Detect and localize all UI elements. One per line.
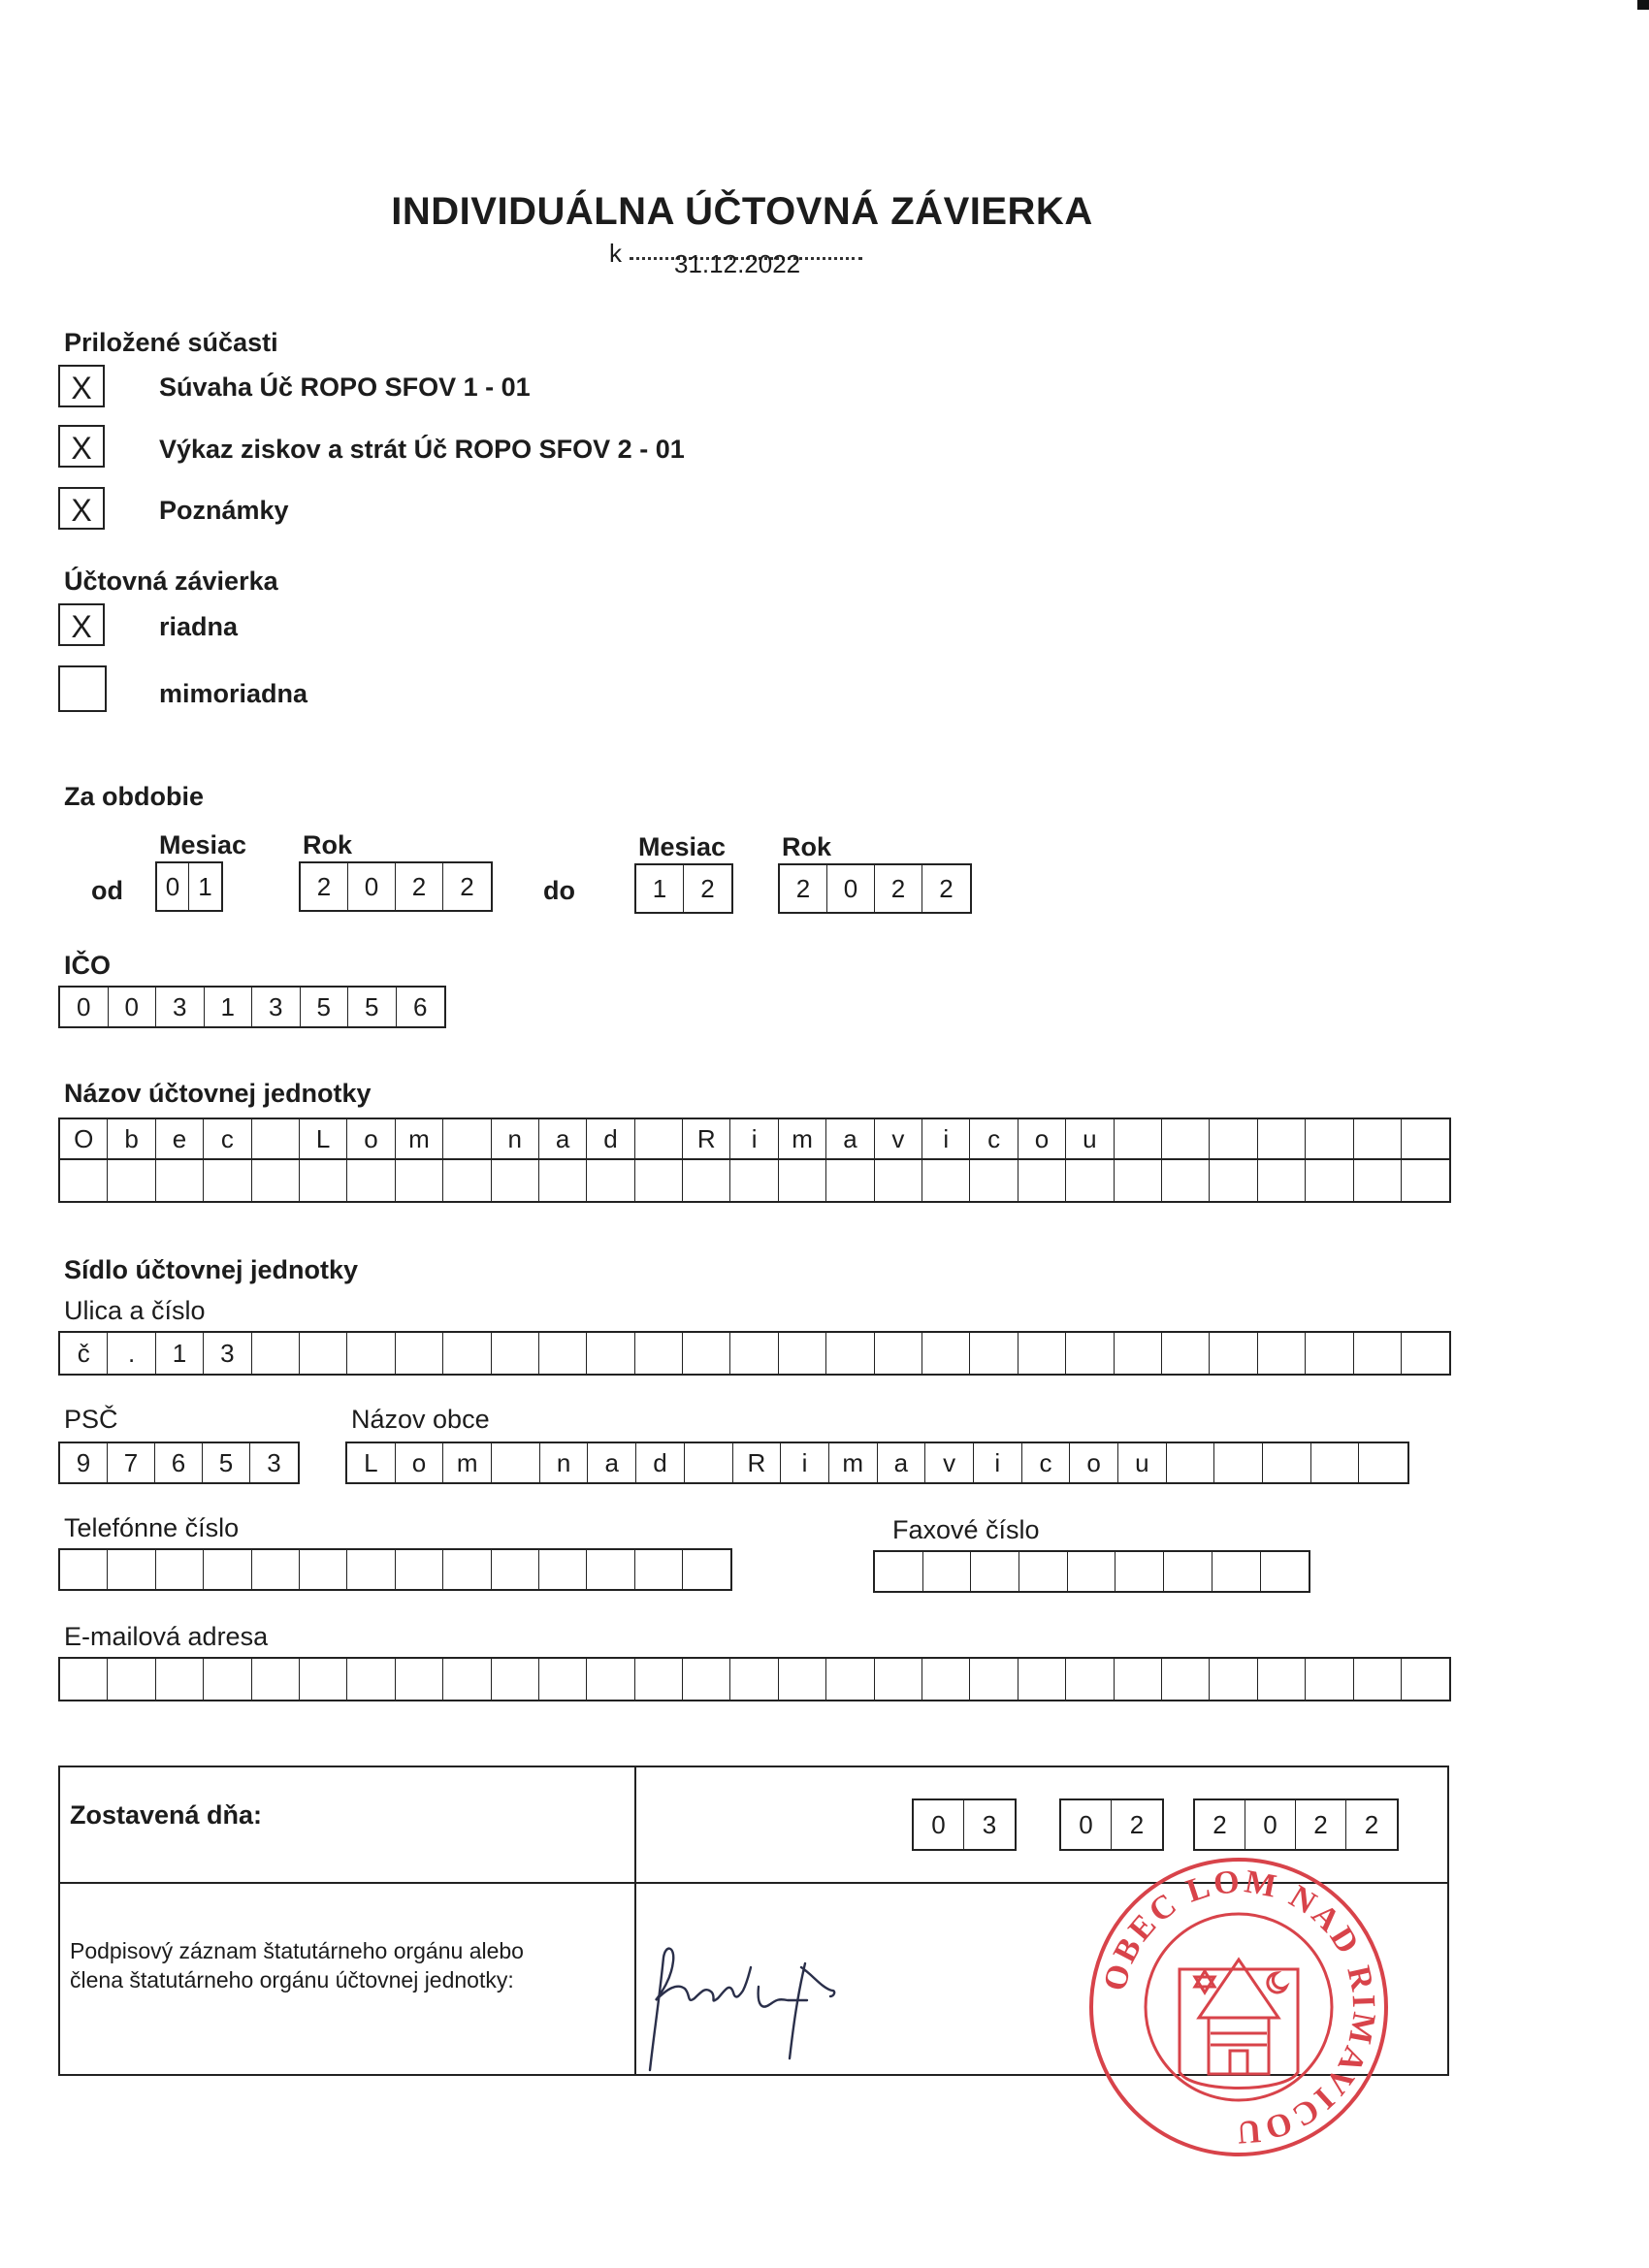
to-month-label: Mesiac <box>638 832 727 861</box>
char-box[interactable] <box>1354 1659 1402 1700</box>
from-year-boxes[interactable] <box>299 861 493 912</box>
char-box[interactable]: 3 <box>267 1447 281 1477</box>
char-box[interactable] <box>1263 1443 1311 1482</box>
char-box[interactable]: 2 <box>1129 1809 1145 1839</box>
char-box[interactable]: 0 <box>157 863 189 910</box>
from-month-boxes[interactable] <box>155 861 223 912</box>
attachment-label-income: Výkaz ziskov a strát Úč ROPO SFOV 2 - 01 <box>159 435 685 464</box>
closing-label-extraordinary: mimoriadna <box>159 679 308 708</box>
char-box[interactable] <box>826 1160 874 1201</box>
char-box[interactable] <box>635 1659 683 1700</box>
char-box[interactable]: c <box>204 1119 251 1158</box>
entity-name-row1[interactable] <box>58 1118 1451 1160</box>
char-box[interactable] <box>635 1160 683 1201</box>
closing-checkbox-regular[interactable]: X <box>58 603 105 646</box>
attachment-checkbox-notes[interactable]: X <box>58 487 105 530</box>
char-box[interactable]: u <box>1066 1119 1114 1158</box>
char-box[interactable]: o <box>1070 1443 1118 1482</box>
ico-boxes[interactable] <box>58 986 446 1028</box>
char-box[interactable] <box>204 1160 251 1201</box>
char-box[interactable] <box>347 1659 395 1700</box>
char-box[interactable]: 9 <box>60 1443 108 1482</box>
char-box[interactable] <box>60 1659 108 1700</box>
char-box[interactable] <box>300 1659 347 1700</box>
char-box[interactable] <box>685 1443 733 1482</box>
char-box[interactable] <box>1402 1160 1449 1201</box>
char-box[interactable] <box>875 1552 923 1591</box>
char-box[interactable] <box>779 1333 826 1374</box>
char-box[interactable] <box>60 1550 108 1589</box>
char-box[interactable] <box>252 1333 300 1374</box>
ico-label: IČO <box>64 951 112 980</box>
char-box[interactable]: v <box>875 1119 922 1158</box>
char-box[interactable] <box>252 1119 300 1158</box>
handwritten-signature <box>642 1928 885 2074</box>
char-box[interactable] <box>539 1550 587 1589</box>
char-box[interactable] <box>1258 1333 1306 1374</box>
char-box[interactable] <box>1115 1333 1162 1374</box>
char-box[interactable] <box>683 1160 730 1201</box>
char-box[interactable] <box>1261 1552 1310 1591</box>
char-box[interactable] <box>156 1659 204 1700</box>
char-box[interactable] <box>1306 1333 1353 1374</box>
char-box[interactable]: i <box>974 1443 1022 1482</box>
date-dotted-line <box>630 249 862 278</box>
char-box[interactable] <box>1066 1160 1114 1201</box>
char-box[interactable] <box>108 1160 155 1201</box>
char-box[interactable] <box>730 1333 778 1374</box>
char-box[interactable]: . <box>108 1333 155 1374</box>
char-box[interactable]: e <box>156 1119 204 1158</box>
char-box[interactable] <box>1402 1659 1449 1700</box>
char-box[interactable]: n <box>492 1119 539 1158</box>
char-box[interactable] <box>922 1333 970 1374</box>
char-box[interactable] <box>970 1160 1018 1201</box>
char-box[interactable]: c <box>970 1119 1018 1158</box>
char-box[interactable] <box>1258 1659 1306 1700</box>
char-box[interactable] <box>347 1550 395 1589</box>
char-box[interactable]: 1 <box>205 988 253 1026</box>
entity-name-row2[interactable] <box>58 1160 1451 1203</box>
char-box[interactable] <box>204 1659 251 1700</box>
char-box[interactable] <box>922 1160 970 1201</box>
signature-label-line2: člena štatutárneho orgánu účtovnej jednotky: <box>70 1967 514 1993</box>
char-box[interactable]: m <box>779 1119 826 1158</box>
fax-label: Faxové číslo <box>892 1515 1040 1544</box>
char-box[interactable] <box>1019 1552 1068 1591</box>
char-box[interactable] <box>1164 1552 1212 1591</box>
char-box[interactable] <box>443 1119 491 1158</box>
char-box[interactable] <box>587 1659 634 1700</box>
char-box[interactable]: a <box>878 1443 926 1482</box>
page-title: INDIVIDUÁLNA ÚČTOVNÁ ZÁVIERKA <box>391 190 1093 233</box>
char-box[interactable] <box>347 1333 395 1374</box>
char-box[interactable] <box>970 1659 1018 1700</box>
char-box[interactable]: R <box>733 1443 782 1482</box>
from-label: od <box>91 876 123 905</box>
char-box[interactable]: 5 <box>203 1443 250 1482</box>
char-box[interactable] <box>347 1160 395 1201</box>
char-box[interactable] <box>492 1659 539 1700</box>
from-year-label: Rok <box>303 830 353 859</box>
char-box[interactable]: L <box>347 1443 396 1482</box>
town-boxes[interactable] <box>345 1442 1409 1484</box>
date-prefix: k <box>609 239 622 268</box>
char-box[interactable] <box>1258 1160 1306 1201</box>
char-box[interactable]: o <box>347 1119 395 1158</box>
char-box[interactable] <box>1115 1160 1162 1201</box>
char-box[interactable]: u <box>1118 1443 1167 1482</box>
char-box[interactable] <box>971 1552 1019 1591</box>
char-box[interactable] <box>1210 1333 1257 1374</box>
char-box[interactable] <box>1167 1443 1215 1482</box>
char-box[interactable]: a <box>588 1443 636 1482</box>
char-box[interactable]: b <box>108 1119 155 1158</box>
char-box[interactable] <box>1354 1119 1402 1158</box>
to-label: do <box>543 876 575 905</box>
compiled-year-boxes[interactable] <box>1193 1798 1399 1851</box>
attachment-label-notes: Poznámky <box>159 496 289 525</box>
town-label: Názov obce <box>351 1405 490 1434</box>
char-box[interactable]: R <box>683 1119 730 1158</box>
char-box[interactable] <box>443 1160 491 1201</box>
char-box[interactable] <box>300 1550 347 1589</box>
from-month-label: Mesiac <box>159 830 247 859</box>
char-box[interactable]: m <box>443 1443 492 1482</box>
char-box[interactable] <box>1018 1659 1066 1700</box>
char-box[interactable] <box>300 1333 347 1374</box>
char-box[interactable] <box>1354 1333 1402 1374</box>
char-box[interactable] <box>1115 1119 1162 1158</box>
signature-label <box>70 1936 524 1994</box>
char-box[interactable]: 2 <box>780 865 827 912</box>
compiled-day-boxes[interactable] <box>912 1798 1017 1851</box>
char-box[interactable]: 2 <box>1364 1809 1379 1839</box>
char-box[interactable]: 5 <box>301 988 349 1026</box>
to-year-label: Rok <box>782 832 832 861</box>
char-box[interactable]: 6 <box>413 991 428 1021</box>
char-box[interactable] <box>492 1160 539 1201</box>
char-box[interactable] <box>1210 1160 1257 1201</box>
char-box[interactable] <box>156 1550 204 1589</box>
char-box[interactable] <box>875 1160 922 1201</box>
char-box[interactable]: 1 <box>636 865 684 912</box>
char-box[interactable]: i <box>922 1119 970 1158</box>
address-heading: Sídlo účtovnej jednotky <box>64 1255 359 1284</box>
char-box[interactable]: L <box>300 1119 347 1158</box>
entity-name-label: Názov účtovnej jednotky <box>64 1079 372 1108</box>
char-box[interactable]: 0 <box>914 1800 964 1849</box>
char-box[interactable] <box>587 1160 634 1201</box>
char-box[interactable]: d <box>587 1119 634 1158</box>
char-box[interactable] <box>922 1659 970 1700</box>
char-box[interactable]: 2 <box>1195 1800 1245 1849</box>
char-box[interactable] <box>539 1333 587 1374</box>
char-box[interactable] <box>396 1550 443 1589</box>
char-box[interactable] <box>1306 1160 1353 1201</box>
char-box[interactable]: 2 <box>700 873 715 903</box>
char-box[interactable]: 1 <box>156 1333 204 1374</box>
char-box[interactable] <box>108 1659 155 1700</box>
char-box[interactable] <box>204 1550 251 1589</box>
char-box[interactable] <box>730 1160 778 1201</box>
psc-label: PSČ <box>64 1405 118 1434</box>
compiled-label: Zostavená dňa: <box>70 1800 263 1830</box>
official-stamp <box>1084 1853 1393 2161</box>
char-box[interactable]: 3 <box>252 988 301 1026</box>
char-box[interactable] <box>683 1550 730 1589</box>
char-box[interactable] <box>156 1160 204 1201</box>
char-box[interactable]: i <box>781 1443 829 1482</box>
char-box[interactable] <box>1258 1119 1306 1158</box>
char-box[interactable] <box>252 1550 300 1589</box>
char-box[interactable]: a <box>826 1119 874 1158</box>
char-box[interactable] <box>970 1333 1018 1374</box>
char-box[interactable]: i <box>730 1119 778 1158</box>
char-box[interactable] <box>492 1333 539 1374</box>
char-box[interactable] <box>1162 1333 1210 1374</box>
char-box[interactable] <box>396 1160 443 1201</box>
char-box[interactable]: 1 <box>198 871 212 901</box>
char-box[interactable]: c <box>1022 1443 1071 1482</box>
char-box[interactable] <box>1018 1160 1066 1201</box>
char-box[interactable] <box>539 1160 587 1201</box>
scan-edge-mark <box>1637 0 1649 10</box>
attachment-label-balance: Súvaha Úč ROPO SFOV 1 - 01 <box>159 373 531 402</box>
char-box[interactable]: O <box>60 1119 108 1158</box>
char-box[interactable] <box>1359 1443 1407 1482</box>
attachment-checkbox-income[interactable]: X <box>58 425 105 468</box>
email-boxes[interactable] <box>58 1657 1451 1701</box>
closing-checkbox-extraordinary[interactable] <box>58 665 107 712</box>
char-box[interactable] <box>683 1333 730 1374</box>
char-box[interactable]: n <box>540 1443 589 1482</box>
fax-boxes[interactable] <box>873 1550 1310 1593</box>
char-box[interactable] <box>252 1160 300 1201</box>
char-box[interactable]: 2 <box>396 863 443 910</box>
char-box[interactable] <box>1212 1552 1261 1591</box>
char-box[interactable] <box>1354 1160 1402 1201</box>
char-box[interactable] <box>587 1550 634 1589</box>
char-box[interactable] <box>1066 1333 1114 1374</box>
char-box[interactable] <box>492 1443 540 1482</box>
char-box[interactable] <box>443 1550 491 1589</box>
char-box[interactable]: 0 <box>1061 1800 1112 1849</box>
char-box[interactable]: o <box>396 1443 444 1482</box>
char-box[interactable]: 0 <box>348 863 396 910</box>
attachment-checkbox-balance[interactable]: X <box>58 365 105 407</box>
char-box[interactable] <box>875 1659 922 1700</box>
char-box[interactable]: 2 <box>1296 1800 1346 1849</box>
char-box[interactable]: 2 <box>460 871 474 901</box>
char-box[interactable]: 2 <box>875 865 922 912</box>
char-box[interactable] <box>396 1659 443 1700</box>
report-date <box>609 239 862 278</box>
closing-label-regular: riadna <box>159 612 239 641</box>
char-box[interactable] <box>252 1659 300 1700</box>
date-value: 31.12.2022 <box>674 249 801 278</box>
char-box[interactable]: 0 <box>827 865 875 912</box>
psc-boxes[interactable] <box>58 1442 300 1484</box>
char-box[interactable]: a <box>539 1119 587 1158</box>
char-box[interactable]: 0 <box>1245 1800 1296 1849</box>
char-box[interactable]: 0 <box>60 988 109 1026</box>
char-box[interactable] <box>443 1659 491 1700</box>
char-box[interactable] <box>826 1333 874 1374</box>
char-box[interactable] <box>826 1659 874 1700</box>
char-box[interactable]: v <box>925 1443 974 1482</box>
to-year-boxes[interactable] <box>778 863 972 914</box>
char-box[interactable] <box>1311 1443 1360 1482</box>
char-box[interactable] <box>1306 1659 1353 1700</box>
char-box[interactable] <box>1018 1333 1066 1374</box>
char-box[interactable]: 0 <box>109 988 157 1026</box>
char-box[interactable]: č <box>60 1333 108 1374</box>
street-boxes[interactable] <box>58 1331 1451 1376</box>
char-box[interactable]: d <box>636 1443 685 1482</box>
to-month-boxes[interactable] <box>634 863 733 914</box>
char-box[interactable] <box>1116 1552 1164 1591</box>
signature-label-line1: Podpisový záznam štatutárneho orgánu alebo <box>70 1938 524 1963</box>
char-box[interactable] <box>587 1333 634 1374</box>
char-box[interactable] <box>635 1119 683 1158</box>
phone-boxes[interactable] <box>58 1548 732 1591</box>
char-box[interactable] <box>1402 1333 1449 1374</box>
char-box[interactable] <box>1162 1119 1210 1158</box>
char-box[interactable] <box>492 1550 539 1589</box>
char-box[interactable] <box>1210 1659 1257 1700</box>
char-box[interactable] <box>1214 1443 1263 1482</box>
char-box[interactable] <box>108 1550 155 1589</box>
char-box[interactable]: m <box>829 1443 878 1482</box>
char-box[interactable] <box>779 1659 826 1700</box>
char-box[interactable] <box>730 1659 778 1700</box>
char-box[interactable] <box>60 1160 108 1201</box>
char-box[interactable] <box>539 1659 587 1700</box>
char-box[interactable] <box>1162 1160 1210 1201</box>
char-box[interactable] <box>779 1160 826 1201</box>
char-box[interactable] <box>923 1552 972 1591</box>
char-box[interactable]: m <box>396 1119 443 1158</box>
char-box[interactable]: 3 <box>156 988 205 1026</box>
char-box[interactable]: 6 <box>155 1443 203 1482</box>
char-box[interactable] <box>875 1333 922 1374</box>
phone-label: Telefónne číslo <box>64 1513 240 1542</box>
char-box[interactable]: o <box>1018 1119 1066 1158</box>
char-box[interactable] <box>1306 1119 1353 1158</box>
period-heading: Za obdobie <box>64 782 204 811</box>
char-box[interactable] <box>1066 1659 1114 1700</box>
char-box[interactable] <box>635 1333 683 1374</box>
char-box[interactable]: 2 <box>301 863 348 910</box>
closing-type-heading: Účtovná závierka <box>64 567 278 596</box>
char-box[interactable] <box>300 1160 347 1201</box>
char-box[interactable]: 2 <box>939 873 954 903</box>
attachments-heading: Priložené súčasti <box>64 328 278 357</box>
char-box[interactable]: 3 <box>204 1333 251 1374</box>
char-box[interactable]: 7 <box>108 1443 155 1482</box>
char-box[interactable] <box>1210 1119 1257 1158</box>
email-label: E-mailová adresa <box>64 1622 269 1651</box>
char-box[interactable] <box>683 1659 730 1700</box>
compiled-month-boxes[interactable] <box>1059 1798 1164 1851</box>
char-box[interactable] <box>1162 1659 1210 1700</box>
char-box[interactable]: 5 <box>348 988 397 1026</box>
char-box[interactable] <box>1115 1659 1162 1700</box>
char-box[interactable] <box>443 1333 491 1374</box>
char-box[interactable] <box>1068 1552 1116 1591</box>
char-box[interactable] <box>396 1333 443 1374</box>
table-divider-vertical <box>634 1767 636 2074</box>
char-box[interactable] <box>635 1550 683 1589</box>
svg-text:OBEC LOM NAD RIMAVICOU: OBEC LOM NAD RIMAVICOU <box>1096 1863 1382 2151</box>
char-box[interactable]: 3 <box>982 1809 997 1839</box>
char-box[interactable] <box>1402 1119 1449 1158</box>
street-label: Ulica a číslo <box>64 1296 206 1325</box>
